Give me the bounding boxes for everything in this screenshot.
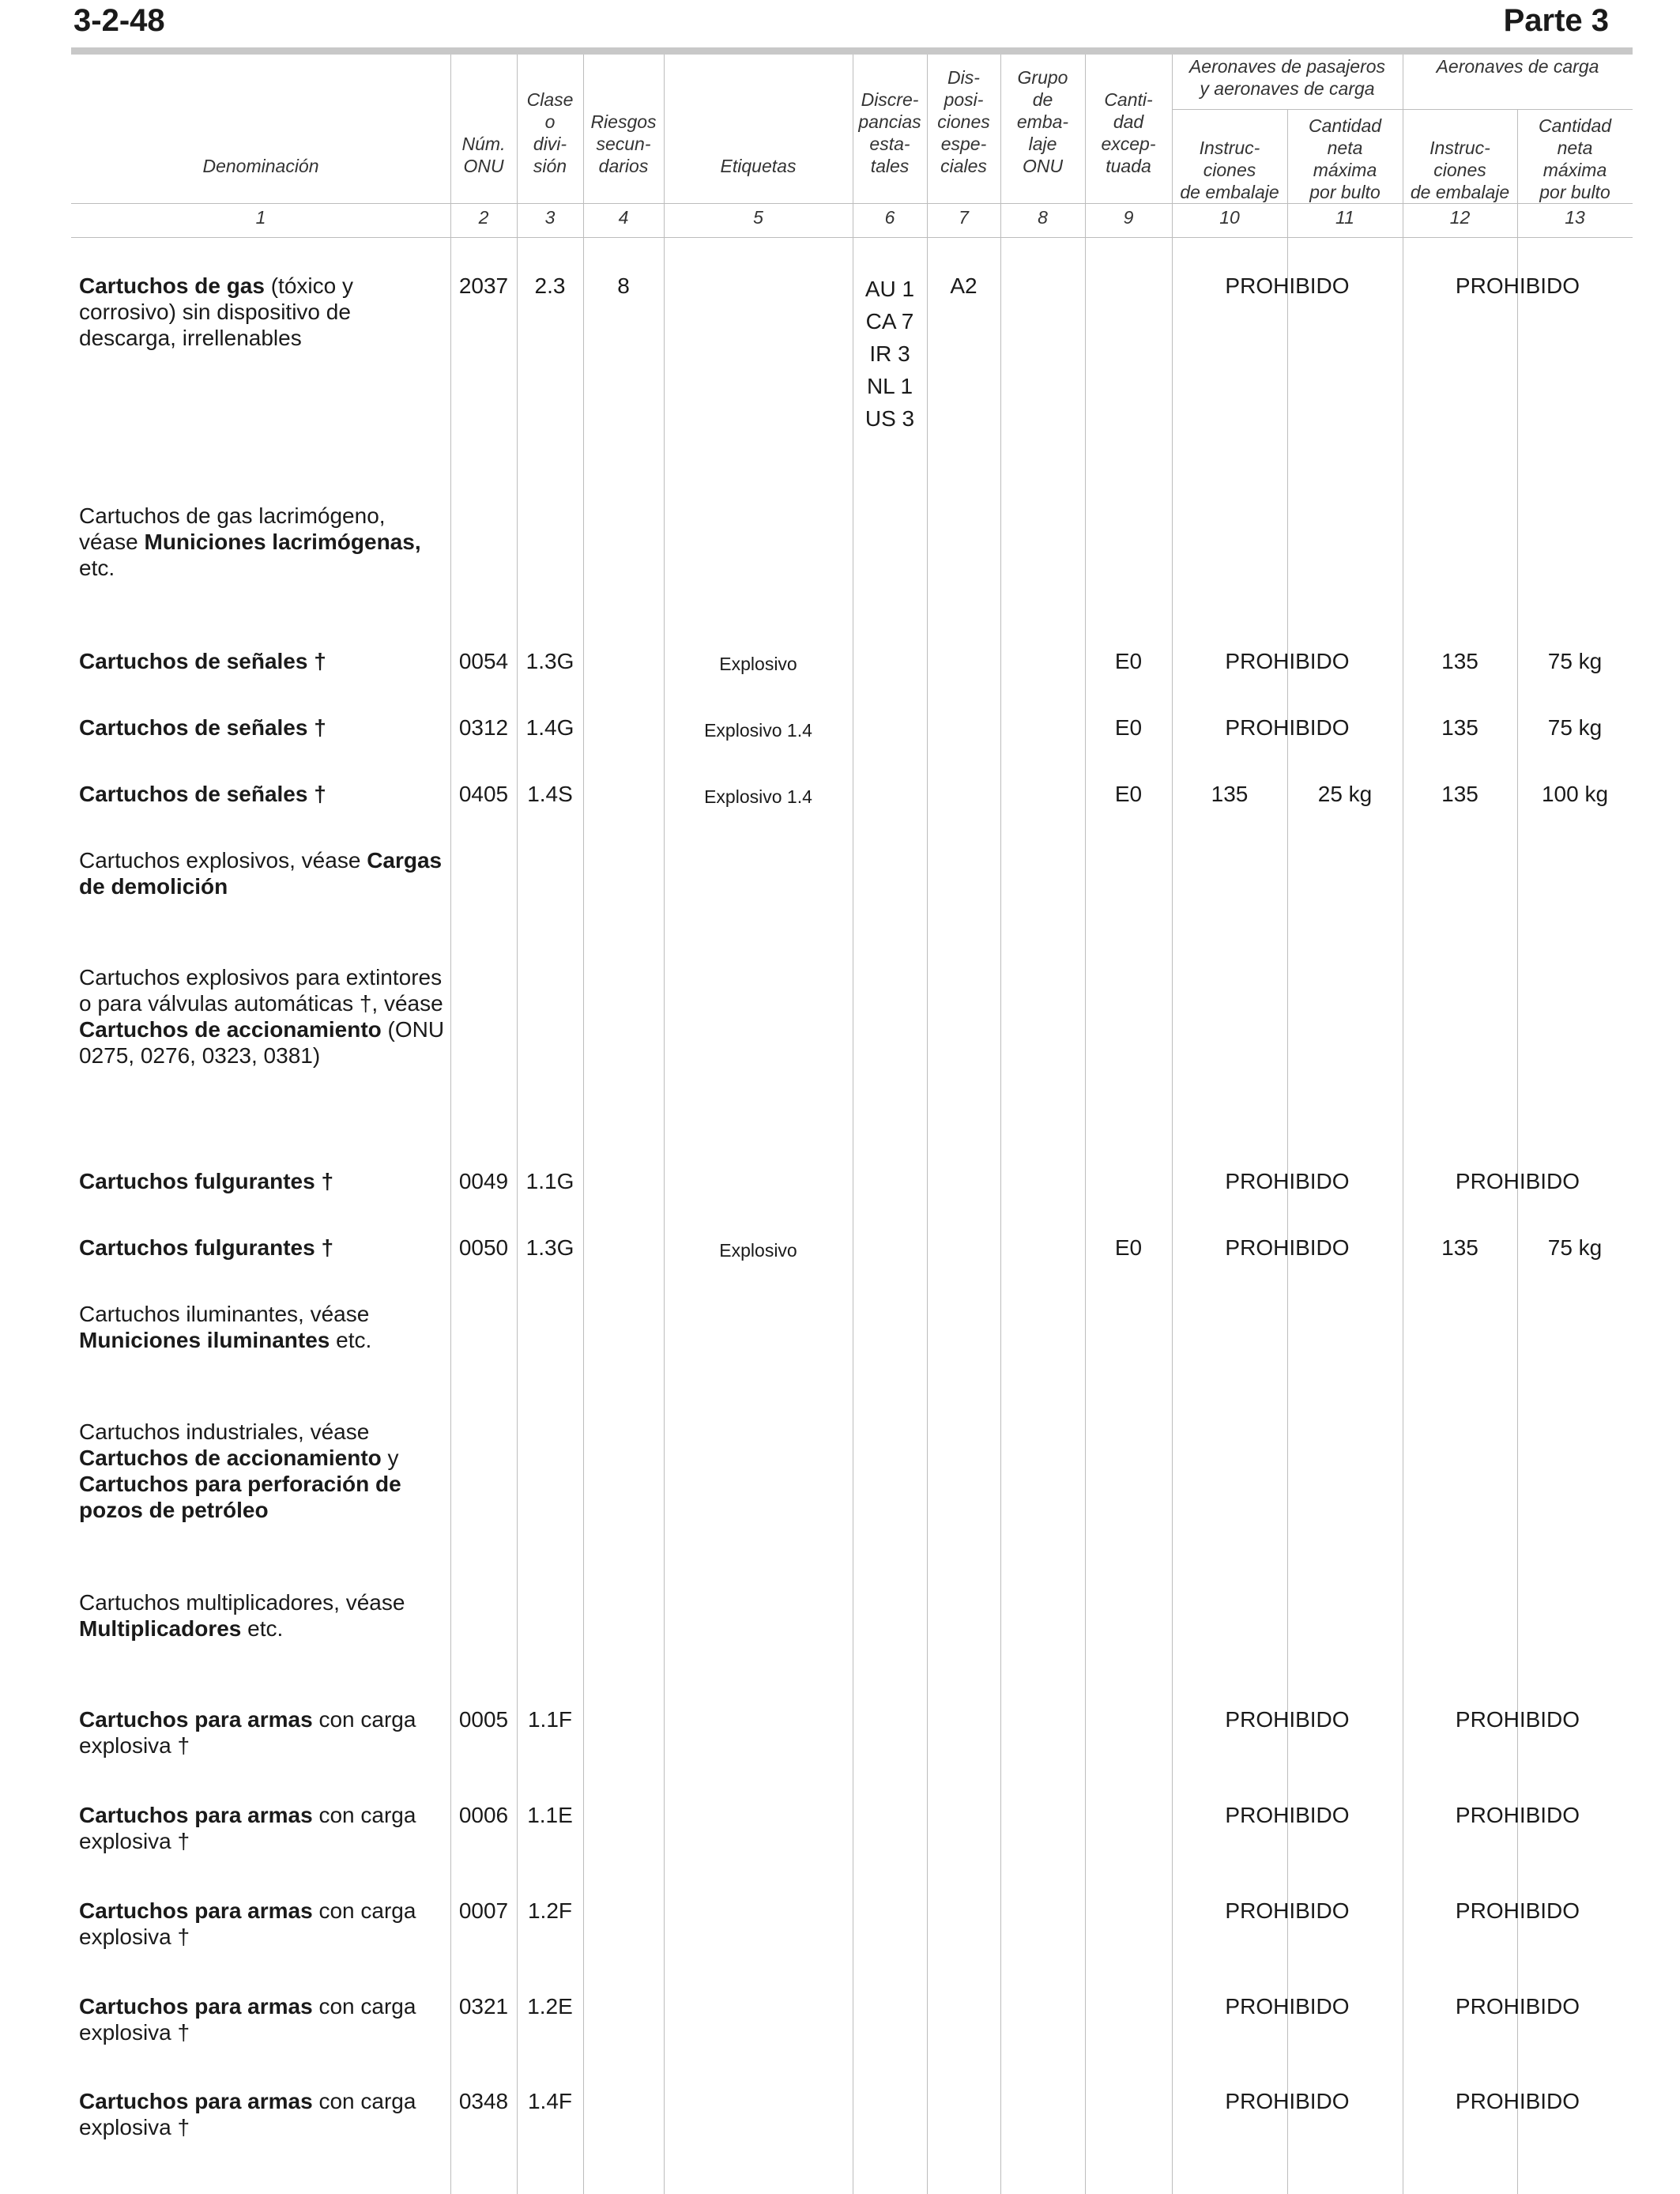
passenger-prohibited: PROHIBIDO bbox=[1225, 649, 1350, 673]
name-text: etc. bbox=[241, 1616, 284, 1641]
name-emphasis: Cartuchos fulgurantes † bbox=[79, 1169, 334, 1193]
name-text: con carga explosiva † bbox=[79, 1994, 416, 2045]
substance-name bbox=[79, 2088, 450, 2140]
header-rule bbox=[71, 203, 1633, 204]
column-number: 2 bbox=[478, 207, 489, 228]
name-text: Cartuchos iluminantes, véase bbox=[79, 1302, 370, 1326]
class-division: 1.1F bbox=[527, 1707, 573, 1732]
header-cantidad-carga: Cantidad neta máxima por bulto bbox=[1538, 115, 1612, 202]
label-cell: Explosivo bbox=[719, 1240, 797, 1261]
substance-name bbox=[79, 1419, 450, 1523]
column-divider bbox=[1000, 55, 1001, 2194]
header-instrucciones-carga: Instruc- ciones de embalaje bbox=[1410, 138, 1510, 202]
name-emphasis: Cartuchos de señales † bbox=[79, 782, 326, 806]
column-divider bbox=[450, 55, 451, 2194]
un-number: 0049 bbox=[458, 1169, 509, 1193]
excepted-quantity: E0 bbox=[1114, 1235, 1143, 1260]
cargo-prohibited: PROHIBIDO bbox=[1455, 2089, 1580, 2113]
name-emphasis: Municiones iluminantes bbox=[79, 1328, 330, 1352]
column-divider bbox=[583, 55, 584, 2194]
substance-name bbox=[79, 273, 450, 351]
name-emphasis: Cartuchos para armas bbox=[79, 1898, 313, 1923]
substance-name bbox=[79, 781, 450, 807]
column-number: 1 bbox=[255, 207, 266, 228]
name-text: (tóxico y corrosivo) sin dispositivo de descarga, irrellenables bbox=[79, 273, 353, 350]
cargo-packing-instruction: 135 bbox=[1441, 782, 1478, 806]
header-num-onu: Núm. ONU bbox=[461, 134, 506, 176]
name-text: etc. bbox=[79, 556, 115, 580]
header-discrepancias: Discre- pancias esta- tales bbox=[858, 89, 921, 176]
header-cantidad-exceptuada: Canti- dad excep- tuada bbox=[1101, 89, 1156, 176]
cargo-packing-instruction: 135 bbox=[1441, 1235, 1478, 1260]
column-number: 3 bbox=[544, 207, 556, 228]
passenger-prohibited: PROHIBIDO bbox=[1225, 1803, 1350, 1827]
cargo-prohibited: PROHIBIDO bbox=[1455, 1169, 1580, 1193]
name-emphasis: Cartuchos de accionamiento bbox=[79, 1017, 382, 1042]
un-number: 0312 bbox=[458, 715, 509, 740]
name-emphasis: Cartuchos de gas bbox=[79, 273, 265, 298]
column-divider bbox=[927, 55, 928, 2194]
un-number: 0321 bbox=[458, 1994, 509, 2019]
header-etiquetas: Etiquetas bbox=[720, 156, 797, 176]
name-text: etc. bbox=[330, 1328, 372, 1352]
name-emphasis: Cartuchos de señales † bbox=[79, 715, 326, 740]
column-divider bbox=[1287, 109, 1288, 2194]
column-number: 8 bbox=[1038, 207, 1048, 228]
name-text: Cartuchos industriales, véase bbox=[79, 1419, 370, 1444]
column-number: 10 bbox=[1219, 207, 1240, 228]
column-number: 11 bbox=[1335, 207, 1354, 228]
substance-name bbox=[79, 714, 450, 741]
state-variation: NL 1 bbox=[866, 374, 913, 398]
part-title: Parte 3 bbox=[1503, 3, 1609, 38]
un-number: 0054 bbox=[458, 649, 509, 673]
cargo-max-quantity: 75 kg bbox=[1547, 649, 1603, 673]
cargo-prohibited: PROHIBIDO bbox=[1455, 1803, 1580, 1827]
column-number: 7 bbox=[959, 207, 969, 228]
name-emphasis: Cartuchos de señales † bbox=[79, 649, 326, 673]
special-provision: A2 bbox=[950, 273, 977, 298]
name-text: Cartuchos explosivos para extintores o para válvulas automáticas †, véase bbox=[79, 965, 443, 1016]
un-number: 0348 bbox=[458, 2089, 509, 2113]
cargo-max-quantity: 100 kg bbox=[1541, 782, 1609, 806]
cargo-prohibited: PROHIBIDO bbox=[1455, 273, 1580, 298]
name-emphasis: Cartuchos para armas bbox=[79, 1994, 313, 2019]
excepted-quantity: E0 bbox=[1114, 715, 1143, 740]
cargo-max-quantity: 75 kg bbox=[1547, 1235, 1603, 1260]
header-riesgos: Riesgos secun- darios bbox=[590, 111, 657, 176]
label-cell: Explosivo 1.4 bbox=[704, 720, 812, 741]
un-number: 0007 bbox=[458, 1898, 509, 1923]
substance-name bbox=[79, 1898, 450, 1950]
name-text: con carga explosiva † bbox=[79, 1898, 416, 1949]
passenger-prohibited: PROHIBIDO bbox=[1225, 273, 1350, 298]
name-text: y bbox=[381, 1446, 399, 1470]
column-number: 6 bbox=[884, 207, 895, 228]
class-division: 1.1G bbox=[525, 1169, 574, 1193]
un-number: 0405 bbox=[458, 782, 509, 806]
header-disposiciones: Dis- posi- ciones espe- ciales bbox=[937, 67, 990, 176]
cargo-prohibited: PROHIBIDO bbox=[1455, 1898, 1580, 1923]
subsidiary-risk: 8 bbox=[617, 273, 630, 298]
header-instrucciones-pasajeros: Instruc- ciones de embalaje bbox=[1180, 138, 1279, 202]
header-denominacion: Denominación bbox=[202, 156, 319, 176]
name-emphasis: Cargas de demolición bbox=[79, 848, 443, 899]
page-number: 3-2-48 bbox=[73, 3, 165, 38]
name-emphasis: Cartuchos de accionamiento bbox=[79, 1446, 382, 1470]
top-rule bbox=[71, 47, 1633, 55]
cargo-max-quantity: 75 kg bbox=[1547, 715, 1603, 740]
passenger-prohibited: PROHIBIDO bbox=[1225, 1898, 1350, 1923]
header-cantidad-pasajeros: Cantidad neta máxima por bulto bbox=[1308, 115, 1382, 202]
name-emphasis: Cartuchos para armas bbox=[79, 1803, 313, 1827]
substance-name bbox=[79, 1589, 450, 1642]
class-division: 1.3G bbox=[525, 1235, 574, 1260]
column-divider bbox=[664, 55, 665, 2194]
class-division: 1.1E bbox=[527, 1803, 573, 1827]
state-variation: IR 3 bbox=[869, 341, 910, 366]
class-division: 2.3 bbox=[534, 273, 566, 298]
substance-name bbox=[79, 847, 450, 899]
passenger-prohibited: PROHIBIDO bbox=[1225, 1169, 1350, 1193]
state-variation: US 3 bbox=[864, 406, 915, 431]
substance-name bbox=[79, 648, 450, 674]
header-subrule bbox=[1172, 109, 1633, 110]
state-variation: CA 7 bbox=[865, 309, 914, 334]
column-number: 9 bbox=[1123, 207, 1134, 228]
passenger-prohibited: PROHIBIDO bbox=[1225, 1707, 1350, 1732]
substance-name bbox=[79, 964, 450, 1069]
substance-name bbox=[79, 1802, 450, 1854]
substance-name bbox=[79, 1235, 450, 1261]
name-emphasis: Cartuchos para perforación de pozos de petróleo bbox=[79, 1472, 401, 1522]
substance-name bbox=[79, 1301, 450, 1353]
class-division: 1.4F bbox=[527, 2089, 573, 2113]
passenger-packing-instruction: 135 bbox=[1211, 782, 1249, 806]
column-number-rule bbox=[71, 237, 1633, 238]
substance-name bbox=[79, 1168, 450, 1194]
excepted-quantity: E0 bbox=[1114, 782, 1143, 806]
cargo-packing-instruction: 135 bbox=[1441, 649, 1478, 673]
un-number: 2037 bbox=[458, 273, 509, 298]
substance-name bbox=[79, 1993, 450, 2045]
substance-name bbox=[79, 1706, 450, 1759]
cargo-prohibited: PROHIBIDO bbox=[1455, 1994, 1580, 2019]
label-cell: Explosivo bbox=[719, 654, 797, 674]
passenger-max-quantity: 25 kg bbox=[1317, 782, 1373, 806]
state-variations bbox=[853, 273, 927, 435]
header-aeronaves-carga: Aeronaves de carga bbox=[1436, 56, 1599, 77]
column-number: 4 bbox=[618, 207, 629, 228]
passenger-prohibited: PROHIBIDO bbox=[1225, 2089, 1350, 2113]
name-emphasis: Cartuchos para armas bbox=[79, 2089, 313, 2113]
passenger-prohibited: PROHIBIDO bbox=[1225, 715, 1350, 740]
header-aeronaves-pasajeros: Aeronaves de pasajeros y aeronaves de carga bbox=[1188, 56, 1386, 99]
header-grupo-embalaje: Grupo de emba- laje ONU bbox=[1016, 67, 1069, 176]
class-division: 1.2F bbox=[527, 1898, 573, 1923]
substance-name bbox=[79, 503, 450, 581]
cargo-prohibited: PROHIBIDO bbox=[1455, 1707, 1580, 1732]
name-text: con carga explosiva † bbox=[79, 1707, 416, 1758]
name-text: Cartuchos explosivos, véase bbox=[79, 848, 367, 873]
name-emphasis: Municiones lacrimógenas, bbox=[144, 530, 421, 554]
class-division: 1.3G bbox=[525, 649, 574, 673]
column-number: 13 bbox=[1565, 207, 1585, 228]
excepted-quantity: E0 bbox=[1114, 649, 1143, 673]
column-number: 5 bbox=[753, 207, 763, 228]
name-text: con carga explosiva † bbox=[79, 2089, 416, 2139]
name-text: Cartuchos de gas lacrimógeno, véase bbox=[79, 503, 386, 554]
column-divider bbox=[1517, 109, 1518, 2194]
cargo-packing-instruction: 135 bbox=[1441, 715, 1478, 740]
class-division: 1.4G bbox=[525, 715, 574, 740]
un-number: 0006 bbox=[458, 1803, 509, 1827]
name-emphasis: Multiplicadores bbox=[79, 1616, 242, 1641]
header-clase: Clase o divi- sión bbox=[526, 89, 574, 176]
column-divider bbox=[517, 55, 518, 2194]
name-emphasis: Cartuchos para armas bbox=[79, 1707, 313, 1732]
passenger-prohibited: PROHIBIDO bbox=[1225, 1994, 1350, 2019]
state-variation: AU 1 bbox=[864, 277, 915, 301]
column-divider bbox=[1172, 55, 1173, 2194]
un-number: 0050 bbox=[458, 1235, 509, 1260]
un-number: 0005 bbox=[458, 1707, 509, 1732]
label-cell: Explosivo 1.4 bbox=[704, 786, 812, 807]
column-number: 12 bbox=[1449, 207, 1471, 228]
name-text: con carga explosiva † bbox=[79, 1803, 416, 1853]
name-emphasis: Cartuchos fulgurantes † bbox=[79, 1235, 334, 1260]
passenger-prohibited: PROHIBIDO bbox=[1225, 1235, 1350, 1260]
name-text: (ONU 0275, 0276, 0323, 0381) bbox=[79, 1017, 445, 1068]
class-division: 1.2E bbox=[527, 1994, 573, 2019]
name-text: Cartuchos multiplicadores, véase bbox=[79, 1590, 405, 1615]
column-divider bbox=[1085, 55, 1086, 2194]
class-division: 1.4S bbox=[527, 782, 573, 806]
